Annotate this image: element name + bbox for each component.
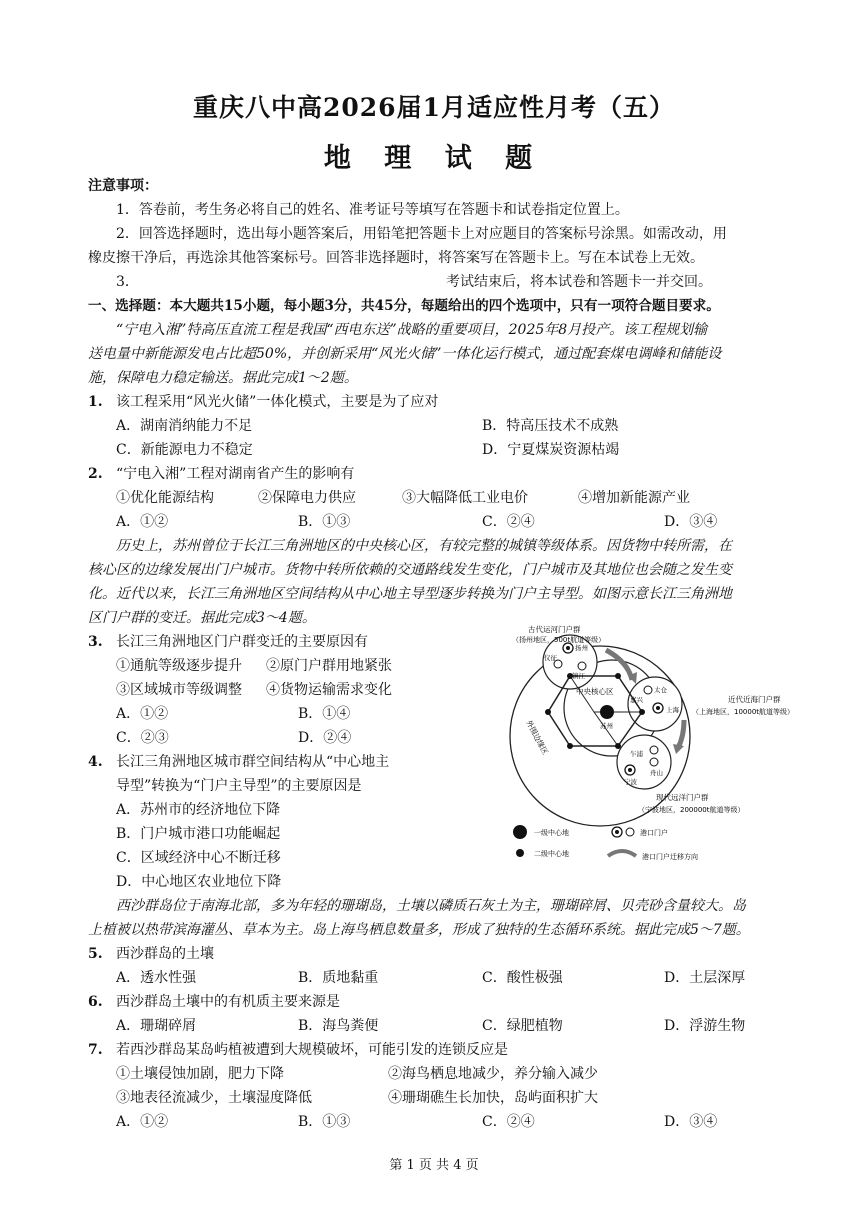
question-3-stem: 长江三角洲地区门户群变迁的主要原因有 [116,634,368,650]
question-7-option-b: B．①③ [298,1114,351,1130]
question-2-option-d: D．③④ [664,514,718,530]
gateway-diagram [422,622,846,870]
question-5-option-d: D．土层深厚 [664,970,746,986]
port-zhapu [650,746,658,754]
second-level-center [615,743,621,749]
second-level-center [545,709,551,715]
question-1-option-d: D．宁夏煤炭资源枯竭 [482,442,620,458]
exam-title: 重庆八中高2026届1月适应性月考（五） [193,93,675,122]
question-6-stem: 西沙群岛土壤中的有机质主要来源是 [116,994,340,1010]
question-4-option-d: D．中心地区农业地位下降 [116,874,282,890]
modern-group-label: 近代近海门户群 [728,695,781,704]
question-3-option-a: A．①② [116,706,169,722]
question-2-option-c: C．②④ [482,514,535,530]
modern-group-detail: （上海地区，10000t航道等级） [692,708,795,716]
passage-1-line-2: 送电量中新能源发电占比超50%，并创新采用“风光火储”一体化运行模式，通过配套煤电调峰和储能设 [88,346,722,362]
question-3-number: 3. [88,634,103,650]
city-label-yangzhou: 扬州 [575,644,588,652]
question-2-statement-1: ①优化能源结构 [116,490,214,506]
question-4-option-a: A．苏州市的经济地位下降 [116,802,281,818]
legend-first-level-label: 一级中心地 [534,829,569,837]
page-number: 第 1 页 共 4 页 [389,1158,479,1173]
legend-second-level-label: 二级中心地 [534,850,569,858]
city-label-suzhou: 苏州 [600,722,613,730]
city-label-shanghai: 上海 [666,706,679,714]
question-2-statement-4: ④增加新能源产业 [578,490,690,506]
city-label-zhapu: 乍浦 [630,750,643,758]
question-3-option-b: B．①④ [298,706,351,722]
ancient-group-label: 古代运河门户群 [528,625,581,634]
question-3-statement-1: ①通航等级逐步提升 [116,658,242,674]
second-level-center [639,709,645,715]
question-4-stem-line-1: 长江三角洲地区城市群空间结构从“中心地主 [116,754,390,770]
question-3-statement-4: ④货物运输需求变化 [266,682,392,698]
question-1-option-c: C．新能源电力不稳定 [116,442,253,458]
passage-1-line-3: 施，保障电力稳定输送。据此完成1～2题。 [88,370,358,386]
question-3-option-c: C．②③ [116,730,169,746]
notice-item-2-line-2: 橡皮擦干净后，再选涂其他答案标号。回答非选择题时，将答案写在答题卡上。写在本试卷上无效。 [88,250,704,266]
passage-3-line-1: 西沙群岛位于南海北部，多为年轻的珊瑚岛，土壤以磷质石灰土为主，珊瑚碎屑、贝壳砂含量较大。岛 [116,898,746,914]
passage-2-line-4: 区门户群的变迁。据此完成3～4题。 [88,610,316,626]
question-7-stem: 若西沙群岛某岛屿植被遭到大规模破坏，可能引发的连锁反应是 [116,1042,508,1058]
question-7-statement-1: ①土壤侵蚀加剧，肥力下降 [116,1066,284,1082]
city-label-jiaxing: 嘉兴 [630,696,643,704]
migration-arrow [678,720,684,748]
port-zhoushan [650,758,658,766]
city-label-zhenjiang: 镇江 [572,672,585,680]
city-label-ningbo: 宁波 [624,778,637,786]
question-4-stem-line-2: 导型”转换为“门户主导型”的主要原因是 [116,778,362,794]
notice-item-3-text: 考试结束后，将本试卷和答题卡一并交回。 [446,274,712,290]
question-2-option-a: A．①② [116,514,169,530]
outer-zone-label: 外围边缘区 [524,718,550,757]
question-7-statement-3: ③地表径流减少，土壤湿度降低 [116,1090,312,1106]
question-7-number: 7. [88,1042,103,1058]
port-taicang [644,686,652,694]
notice-item-3-number: 3． [116,274,139,290]
notice-item-1: 1．答卷前，考生务必将自己的姓名、准考证号等填写在答题卡和试卷指定位置上。 [116,202,629,218]
question-5-option-b: B．质地黏重 [298,970,379,986]
question-1-number: 1. [88,394,103,410]
passage-2-line-3: 化。近代以来，长江三角洲地区空间结构从中心地主导型逐步转换为门户主导型。如图示意长江三角洲地 [88,586,732,602]
question-7-option-c: C．②④ [482,1114,535,1130]
legend-second-level-symbol [516,849,524,857]
question-3-statement-2: ②原门户群用地紧张 [266,658,392,674]
notice-item-2-line-1: 2．回答选择题时，选出每小题答案后，用铅笔把答题卡上对应题目的答案标号涂黑。如需改动，用 [116,226,727,242]
question-7-option-d: D．③④ [664,1114,718,1130]
question-4-option-c: C．区域经济中心不断迁移 [116,850,281,866]
question-5-option-c: C．酸性极强 [482,970,563,986]
city-label-yizheng: 仪征 [544,654,557,662]
question-7-statement-4: ④珊瑚礁生长加快，岛屿面积扩大 [388,1090,598,1106]
legend-migration-label: 港口门户迁移方向 [642,853,698,861]
question-1-stem: 该工程采用“风光火储”一体化模式，主要是为了应对 [116,394,439,410]
legend-first-level-symbol [513,825,527,839]
port-zhenjiang [578,662,586,670]
city-label-zhoushan: 舟山 [650,769,663,777]
passage-2-line-1: 历史上，苏州曾位于长江三角洲地区的中央核心区，有较完整的城镇等级体系。因货物中转所需，在 [116,538,732,554]
question-3-statement-3: ③区域城市等级调整 [116,682,242,698]
contemporary-group-detail: （宁波地区，200000t航道等级） [638,806,745,814]
ancient-group-detail: （扬州地区，500t航道等级） [512,636,606,644]
question-2-statement-2: ②保障电力供应 [258,490,356,506]
notice-heading: 注意事项： [88,178,158,194]
exam-subject: 地 理 试 题 [323,143,545,174]
question-1-option-a: A．湖南消纳能力不足 [116,418,253,434]
core-zone-label: 中央核心区 [576,687,614,696]
question-4-number: 4. [88,754,103,770]
legend-migration-symbol [608,851,636,856]
question-5-stem: 西沙群岛的土壤 [116,946,214,962]
passage-3-line-2: 上植被以热带滨海灌丛、草本为主。岛上海鸟栖息数量多，形成了独特的生态循环系统。据此完成5～7题。 [88,922,750,938]
question-2-stem: “宁电入湘”工程对湖南省产生的影响有 [116,466,355,482]
question-5-option-a: A．透水性强 [116,970,197,986]
question-2-option-b: B．①③ [298,514,351,530]
first-level-center-suzhou [600,705,614,719]
question-7-statement-2: ②海鸟栖息地减少，养分输入减少 [388,1066,598,1082]
passage-2-line-2: 核心区的边缘发展出门户城市。货物中转所依赖的交通路线发生变化，门户城市及其地位也会随之发生变 [88,562,732,578]
passage-1-line-1: “宁电入湘”特高压直流工程是我国“西电东送”战略的重要项目，2025年8月投产。该工程规划输 [116,322,708,338]
question-2-statement-3: ③大幅降低工业电价 [402,490,528,506]
section-1-heading: 一、选择题：本大题共15小题，每小题3分，共45分，每题给出的四个选项中，只有一项符合题目要求。 [88,298,720,314]
contemporary-group-label: 现代远洋门户群 [656,793,709,802]
legend-port-label: 港口门户 [640,829,668,837]
question-4-option-b: B．门户城市港口功能崛起 [116,826,281,842]
question-6-option-d: D．浮游生物 [664,1018,746,1034]
question-1-option-b: B．特高压技术不成熟 [482,418,619,434]
question-6-number: 6. [88,994,103,1010]
question-3-option-d: D．②④ [298,730,352,746]
second-level-center [615,673,621,679]
question-6-option-c: C．绿肥植物 [482,1018,563,1034]
question-7-option-a: A．①② [116,1114,169,1130]
city-label-taicang: 太仓 [654,686,667,694]
question-6-option-a: A．珊瑚碎屑 [116,1018,197,1034]
second-level-center [567,743,573,749]
question-2-number: 2. [88,466,103,482]
question-6-option-b: B．海鸟粪便 [298,1018,379,1034]
question-5-number: 5. [88,946,103,962]
